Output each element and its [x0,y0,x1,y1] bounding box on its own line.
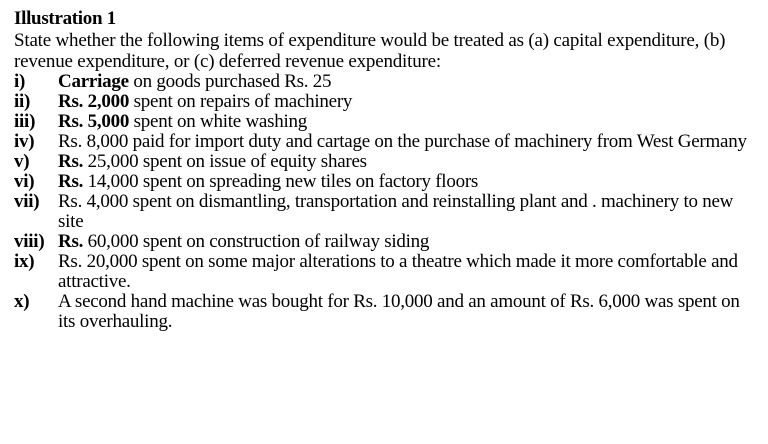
list-item [14,232,758,252]
item-number: vii) [14,191,40,212]
item-number: viii) [14,231,45,252]
item-number: ii) [14,91,31,112]
item-lead: Rs. 5,000 [58,111,130,132]
item-number: vi) [14,171,35,192]
item-lead: Rs. [58,171,84,192]
illustration-title: Illustration 1 [14,8,116,29]
item-text: Rs. 8,000 paid for import duty and cartage on the purchase of machinery from West Germany [58,131,747,152]
item-lead: Rs. 2,000 [58,91,130,112]
list-item [14,132,758,152]
item-text: spent on repairs of machinery [129,91,353,112]
item-number: ix) [14,251,35,272]
item-text: spent on white washing [129,111,308,132]
item-number: v) [14,151,30,172]
item-text: 14,000 spent on spreading new tiles on factory floors [83,171,479,192]
item-text: on goods purchased Rs. 25 [128,71,332,92]
list-item [14,92,758,112]
item-text: A second hand machine was bought for Rs. 10,000 and an amount of Rs. 6,000 was spent on its overhauling. [58,291,740,332]
list-item [14,292,758,332]
item-number: iv) [14,131,35,152]
item-text: 60,000 spent on construction of railway siding [83,231,430,252]
item-lead: Rs. [58,151,84,172]
list-item [14,192,758,232]
list-item [14,172,758,192]
item-text: Rs. 20,000 spent on some major alterations to a theatre which made it more comfortable and attractive. [58,251,738,292]
item-lead: Rs. [58,231,84,252]
item-text: Rs. 4,000 spent on dismantling, transportation and reinstalling plant and . machinery to new site [58,191,734,232]
question-intro: State whether the following items of expenditure would be treated as (a) capital expenditure, (b) revenue expenditure, or (c) deferred revenue expenditure: [14,30,726,72]
document-page [14,8,758,332]
list-item [14,152,758,172]
item-text: 25,000 spent on issue of equity shares [83,151,367,172]
expenditure-list [14,72,758,332]
list-item [14,72,758,92]
item-number: iii) [14,111,36,132]
item-lead: Carriage [58,71,129,92]
item-number: i) [14,71,26,92]
item-number: x) [14,291,30,312]
list-item [14,252,758,292]
list-item [14,112,758,132]
